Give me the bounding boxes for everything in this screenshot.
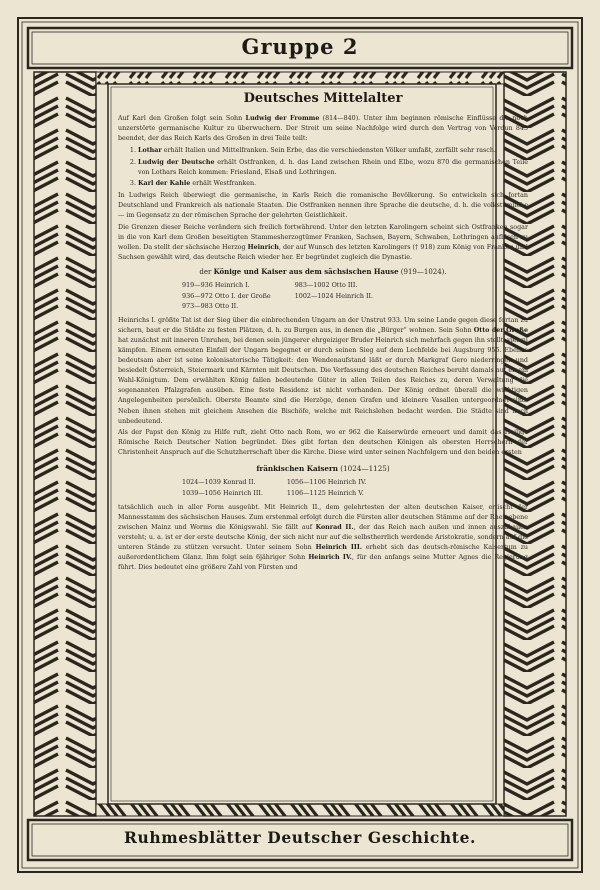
table-row [182, 488, 390, 498]
list-item [138, 179, 528, 189]
ruler-cell: 936—972 Otto I. der Große [182, 291, 271, 300]
name-karl-der-kahle: Karl der Kahle [138, 180, 191, 188]
heading-bold: fränkischen Kaisern [256, 464, 339, 474]
list-item [138, 146, 528, 156]
table-row [182, 280, 397, 290]
text-run: hat zunächst mit inneren Unruhen, bei denen sein jüngerer ehrgeiziger Bruder Heinrich sich mehrfach gegen ihn stellt, viel zu kämpfen. Einem erneuten Einfall der Ungarn begegnet er durch seinen Sieg auf dem Lechfelde bei Augsburg 955. Ebenso bedeutsam aber ist seine kolonisatorische Tätigkeit: den Wendenaufstand läßt er durch Markgraf Gero niederringen und besiedelt Österreich, Steiermark und Kärnten mit Deutschen. Die Verfassung des deutschen Reiches beruht damals auf einem Wahl-Königtum. Dem erwählten König fallen bedeutende Güter in allen Teilen des Reiches zu, deren Verwaltung die sogenannten Pfalzgrafen ausüben. Eine feste Residenz ist nicht vorhanden. Der König ordnet überall die wichtigen Angelegenheiten persönlich. Oberste Beamte sind die Herzöge, denen Grafen und kleinere Vasallen untergeordnet sind. Neben ihnen stehen mit gleichem Ansehen die Bischöfe, welche mit Reichslehen bedacht werden. Die Städte sind noch unbedeutend. [118, 337, 528, 425]
text-run: Die Grenzen dieser Reiche verändern sich freilich fortwährend. Unter den letzten Karolingern scheint sich Ostfranken sogar in die von Karl dem Großen beseitigten Stammesherzogtümer Franken, Sachsen, Bayern, Schwaben, Lothringen auflösen zu wollen. Da stellt der sächsische Herzog [118, 223, 528, 252]
text-run: Heinrichs I. größte Tat ist der Sieg über die einbrechenden Ungarn an der Unstrut 933. Um seine Lande gegen diese fortan zu sichern, baut er die Städte zu festen Plätzen, d. h. zu Burgen aus, in denen die „Bürger“ wohnen. Sein Sohn [118, 317, 528, 335]
ruler-cell: 1056—1106 Heinrich IV. [286, 478, 367, 487]
name-heinrich-iii: Heinrich III. [315, 544, 363, 552]
text-run: (1024—1125) [338, 464, 390, 474]
saxon-dynasty-heading [118, 267, 528, 277]
saxon-rulers-table [182, 280, 397, 311]
ruler-cell: 919—936 Heinrich I. [182, 281, 250, 290]
name-lothar: Lothar [138, 147, 162, 155]
division-list [118, 146, 528, 189]
paragraph-borders [118, 223, 528, 263]
frankish-emperors-heading [118, 464, 528, 474]
name-konrad-ii: Konrad II. [315, 523, 354, 531]
ruler-cell: 1024—1039 Konrad II. [182, 478, 256, 487]
name-otto-der-grosse: Otto der Große [473, 327, 528, 335]
group-title: Gruppe 2 [241, 34, 359, 59]
ruler-cell: 983—1002 Otto III. [294, 281, 358, 290]
article-title: Deutsches Mittelalter [243, 91, 403, 106]
paragraph-empire: Als der Papst den König zu Hilfe ruft, zieht Otto nach Rom, wo er 962 die Kaiserwürde erneuert und damit das Heilige Römische Reich Deutscher Nation begründet. Dies gibt fortan den deutschen Königen als obersten Herrschern der Christenheit Anspruch auf die Schutzherrschaft über die Kirche. Diese wird unter seinen Nachfolgern und den beiden ersten [118, 429, 528, 457]
text-run: der [199, 268, 214, 277]
text-run: Auf Karl den Großen folgt sein Sohn [118, 115, 246, 122]
article-body [118, 90, 528, 818]
ruler-cell: 1002—1024 Heinrich II. [294, 291, 374, 300]
list-item [138, 158, 528, 178]
paragraph-languages: In Ludwigs Reich überwiegt die germanische, in Karls Reich die romanische Bevölkerung. So entwickeln sich fortan Deutschland und Frankreich als nationale Staaten. Die Ostfranken nennen ihre Sprache die deutsche, d. h. die volkstümliche — im Gegensatz zu der römischen Sprache der gelehrten Geistlichkeit. [118, 192, 528, 220]
text-run: erhält Westfranken. [190, 180, 257, 188]
text-run: , der das Reich nach außen und innen auszubauen versteht; u. a. ist er der erste deutsche König, der sich nicht nur auf die selbstherrlich werdende Aristokratie, sondern auf die unteren Stände zu stützen versucht. Unter seinem Sohn [118, 523, 528, 552]
ruler-cell [295, 301, 397, 311]
text-run: , für den anfangs seine Mutter Agnes die Regierung führt. Dies bedeutet eine größere Zahl von Fürsten und [118, 554, 528, 572]
paragraph-heinrich-otto [118, 316, 528, 427]
text-run: tatsächlich auch in aller Form ausgeübt. Mit Heinrich II., dem gelehrtesten der alten deutschen Kaiser, erlischt der Mannesstamm des sächsischen Hauses. Zum erstenmal erfolgt durch die Fürsten aller deutschen Stämme auf der Rheinebene zwischen Mainz und Worms die Königswahl. Sie fällt auf [118, 503, 528, 531]
name-ludwig-der-fromme: Ludwig der Fromme [245, 115, 320, 122]
ruler-cell: 973—983 Otto II. [182, 301, 239, 310]
table-row [182, 301, 397, 311]
name-heinrich-iv: Heinrich IV. [308, 554, 352, 562]
paragraph-frankish [118, 503, 528, 573]
text-run: erhebt sich das deutsch-römische Kaisertum zu außerordentlichem Glanz. Ihm folgt sein 6jähriger Sohn [118, 544, 528, 562]
text-run: (814—840). Unter ihm beginnen römische Einflüsse die noch unzerstörte germanische Kultur zu überwuchern. Der Streit um seine Nachfolge wird durch den Vertrag von Verdun 843 beendet, der das Reich Karls des Großen in drei Teile teilt: [118, 115, 528, 143]
table-row [182, 477, 390, 487]
text-run: , der auf Wunsch des letzten Karolingers († 918) zum König von Franken und Sachsen gewählt wird, das deutsche Reich wieder her. Er begründet zugleich die Dynastie. [118, 244, 528, 262]
series-title: Ruhmesblätter Deutscher Geschichte. [123, 828, 477, 847]
paragraph-intro [118, 114, 528, 144]
heading-bold: Könige und Kaiser aus dem sächsischen Hause [213, 267, 399, 277]
frankish-rulers-table [182, 477, 390, 498]
name-ludwig-der-deutsche: Ludwig der Deutsche [138, 158, 215, 166]
ruler-cell: 1106—1125 Heinrich V. [286, 488, 364, 497]
text-run: erhält Ostfranken, d. h. das Land zwischen Rhein und Elbe, wozu 870 die germanischen Teile von Lothars Reich kommen: Friesland, Elsaß und Lothringen. [138, 158, 528, 176]
text-run: (919—1024). [398, 268, 447, 277]
name-heinrich: Heinrich [247, 244, 279, 252]
ruler-cell: 1039—1056 Heinrich III. [182, 488, 263, 497]
text-run: erhält Italien und Mittelfranken. Sein Erbe, das die verschiedensten Völker umfaßt, zerfällt sehr rasch. [161, 147, 496, 155]
table-row [182, 291, 397, 301]
